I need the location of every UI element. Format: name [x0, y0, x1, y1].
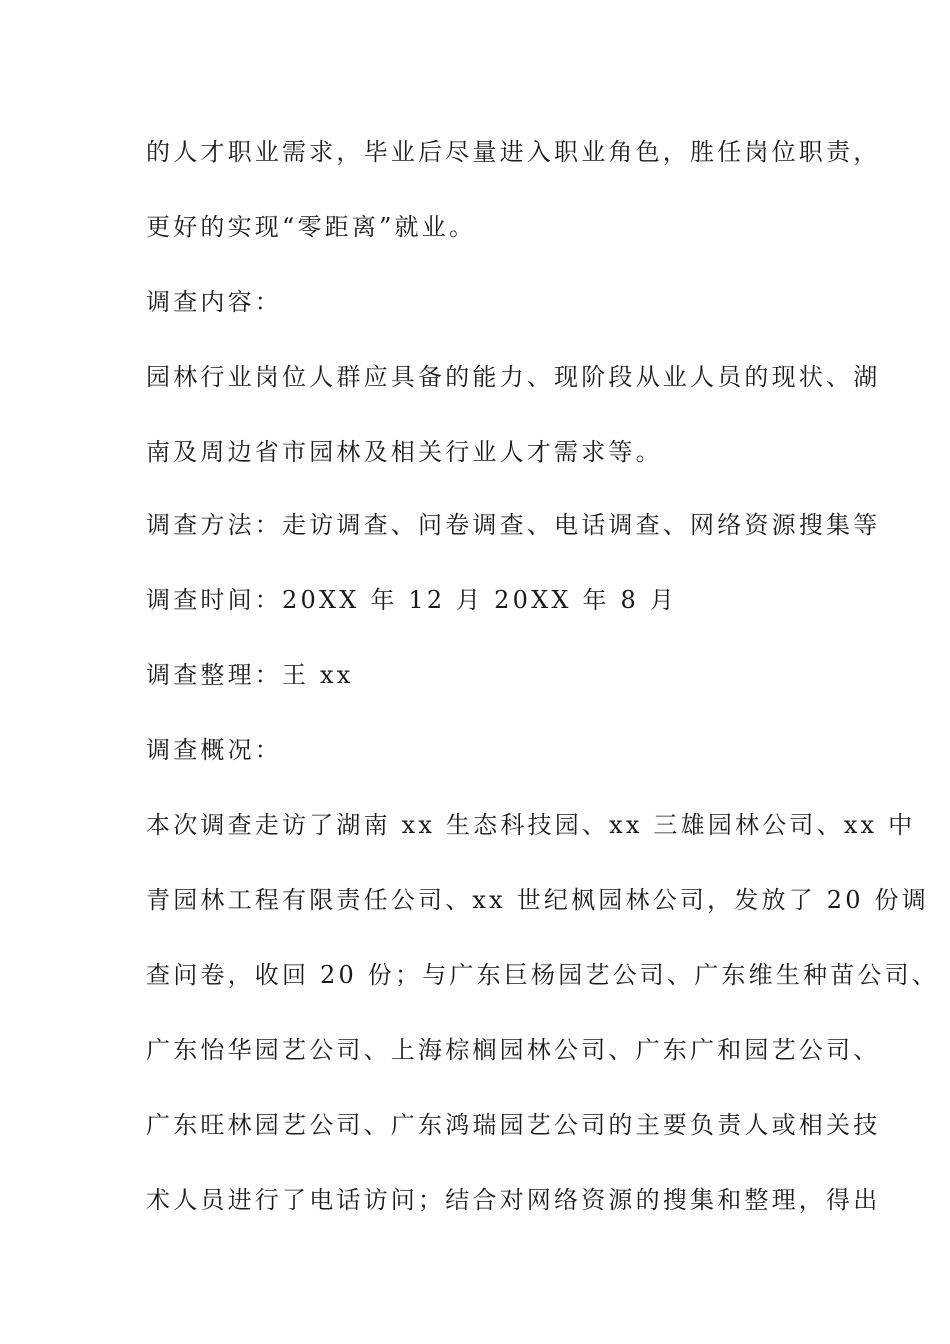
text-line: 的人才职业需求，毕业后尽量进入职业角色，胜任岗位职责，	[146, 138, 881, 166]
text-line: 青园林工程有限责任公司、xx 世纪枫园林公司，发放了 20 份调	[146, 886, 929, 914]
text-line: 术人员进行了电话访问；结合对网络资源的搜集和整理，得出	[146, 1186, 881, 1214]
text-line: 广东怡华园艺公司、上海棕榈园林公司、广东广和园艺公司、	[146, 1036, 881, 1064]
text-line: 广东旺林园艺公司、广东鸿瑞园艺公司的主要负责人或相关技	[146, 1111, 881, 1139]
text-line: 南及周边省市园林及相关行业人才需求等。	[146, 438, 663, 466]
text-line: 调查整理：王 xx	[146, 661, 354, 689]
text-line: 调查方法：走访调查、问卷调查、电话调查、网络资源搜集等	[146, 511, 881, 539]
text-line: 本次调查走访了湖南 xx 生态科技园、xx 三雄园林公司、xx 中	[146, 811, 916, 839]
text-line: 更好的实现“零距离”就业。	[146, 213, 477, 241]
section-heading: 调查内容：	[146, 288, 282, 316]
text-line: 调查时间：20XX 年 12 月 20XX 年 8 月	[146, 586, 678, 614]
text-line: 查问卷，收回 20 份；与广东巨杨园艺公司、广东维生种苗公司、	[146, 961, 939, 989]
text-line: 园林行业岗位人群应具备的能力、现阶段从业人员的现状、湖	[146, 363, 881, 391]
section-heading: 调查概况：	[146, 736, 282, 764]
